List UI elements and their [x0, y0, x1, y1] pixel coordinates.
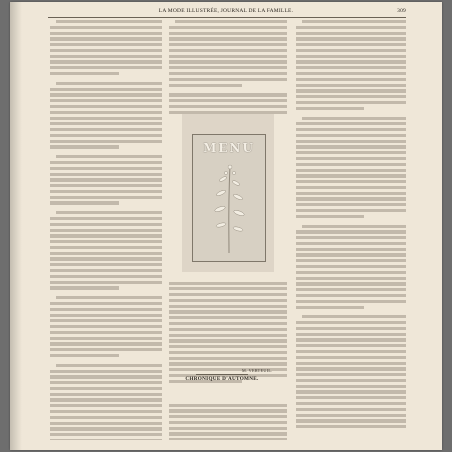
body-text-line — [296, 373, 406, 376]
body-text-line — [50, 196, 162, 199]
body-text-line — [50, 337, 162, 340]
body-text-line — [296, 66, 406, 69]
body-text-line — [296, 203, 406, 206]
body-text-line — [50, 88, 162, 91]
body-text-line — [50, 325, 162, 328]
body-text-line — [50, 342, 162, 345]
body-text-line — [296, 107, 364, 110]
body-text-line — [169, 60, 287, 63]
body-text-line — [296, 163, 406, 166]
body-text-line — [296, 140, 406, 143]
body-text-line — [169, 432, 287, 435]
body-text-line — [296, 402, 406, 405]
body-text-line — [296, 379, 406, 382]
body-text-line — [296, 390, 406, 393]
body-text-line — [50, 246, 162, 249]
body-text-line — [50, 217, 162, 220]
body-text-line — [50, 111, 162, 114]
body-text-line — [296, 294, 406, 297]
body-text-line — [50, 240, 162, 243]
body-text-line — [296, 209, 406, 212]
body-text-line — [296, 55, 406, 58]
body-text-line — [50, 375, 162, 378]
body-text-line — [296, 43, 406, 46]
body-text-line — [50, 275, 162, 278]
body-text-line — [169, 316, 287, 319]
body-text-line — [50, 93, 162, 96]
body-text-line — [50, 439, 162, 440]
body-text-line — [296, 236, 406, 239]
body-text-line — [169, 105, 287, 108]
body-text-line — [50, 229, 162, 232]
body-text-line — [169, 293, 287, 296]
body-text-line — [169, 334, 287, 337]
body-text-line — [50, 201, 119, 204]
body-text-line — [169, 66, 287, 69]
body-text-line — [296, 282, 406, 285]
body-text-line — [50, 145, 119, 148]
body-text-line — [50, 60, 162, 63]
body-text-line — [296, 95, 406, 98]
body-text-line — [50, 433, 162, 436]
body-text-line — [50, 348, 162, 351]
body-text-line — [50, 37, 162, 40]
body-text-line — [296, 197, 406, 200]
body-text-line — [169, 322, 287, 325]
body-text-line — [169, 49, 287, 52]
body-text-line — [296, 89, 406, 92]
body-text-line — [50, 140, 162, 143]
body-text-line — [50, 314, 162, 317]
body-text-line — [169, 427, 287, 430]
body-text-line — [169, 421, 287, 424]
section-title: CHRONIQUE D'AUTOMNE. — [185, 376, 259, 382]
body-text-line — [169, 93, 287, 96]
body-text-line — [56, 20, 162, 23]
body-text-line — [169, 32, 287, 35]
body-text-line — [296, 72, 406, 75]
body-text-line — [296, 186, 406, 189]
body-text-line — [296, 151, 406, 154]
body-text-line — [169, 351, 287, 354]
body-text-line — [296, 180, 406, 183]
text-column-right — [296, 20, 406, 440]
body-text-line — [169, 357, 287, 360]
body-text-line — [50, 161, 162, 164]
body-text-line — [296, 425, 406, 428]
page-number: 309 — [397, 8, 406, 14]
body-text-line — [56, 155, 162, 158]
body-text-line — [50, 393, 162, 396]
body-text-line — [50, 117, 162, 120]
body-text-line — [296, 321, 406, 324]
body-text-line — [50, 269, 162, 272]
body-text-line — [50, 99, 162, 102]
body-text-line — [50, 190, 162, 193]
page-fold-shadow — [10, 2, 22, 450]
body-text-line — [296, 174, 406, 177]
body-text-line — [296, 192, 406, 195]
section-divider — [196, 374, 248, 375]
body-text-line — [169, 78, 287, 81]
body-text-line — [296, 333, 406, 336]
header-rule — [48, 17, 406, 18]
body-text-line — [296, 78, 406, 81]
body-text-line — [169, 72, 287, 75]
body-text-line — [296, 84, 406, 87]
body-text-line — [50, 122, 162, 125]
body-text-line — [169, 287, 287, 290]
body-text-line — [169, 339, 287, 342]
body-text-line — [169, 282, 287, 285]
body-text-line — [169, 99, 287, 102]
body-text-line — [50, 43, 162, 46]
body-text-line — [50, 128, 162, 131]
menu-heading: MENU — [203, 141, 255, 155]
body-text-line — [50, 416, 162, 419]
body-text-line — [169, 415, 287, 418]
body-text-line — [296, 145, 406, 148]
body-text-line — [50, 66, 162, 69]
body-text-line — [50, 167, 162, 170]
body-text-line — [169, 345, 287, 348]
journal-title: LA MODE ILLUSTRÉE, JOURNAL DE LA FAMILLE. — [158, 8, 294, 14]
body-text-line — [50, 308, 162, 311]
body-text-line — [296, 414, 406, 417]
body-text-line — [296, 356, 406, 359]
body-text-line — [296, 327, 406, 330]
body-text-line — [296, 396, 406, 399]
body-text-line — [296, 265, 406, 268]
body-text-line — [296, 350, 406, 353]
body-text-line — [169, 404, 287, 407]
body-text-line — [50, 302, 162, 305]
body-text-line — [50, 173, 162, 176]
body-text-line — [296, 60, 406, 63]
body-text-line — [296, 385, 406, 388]
body-text-line — [50, 263, 162, 266]
body-text-line — [50, 134, 162, 137]
body-text-line — [296, 157, 406, 160]
text-column-left — [50, 20, 162, 440]
body-text-line — [50, 422, 162, 425]
body-text-line — [175, 20, 287, 23]
body-text-line — [296, 242, 406, 245]
body-text-line — [296, 169, 406, 172]
body-text-line — [296, 300, 406, 303]
body-text-line — [169, 43, 287, 46]
body-text-line — [296, 37, 406, 40]
author-signature: M. VERTEUIL. — [242, 368, 273, 373]
body-text-line — [56, 364, 162, 367]
body-text-line — [50, 370, 162, 373]
body-text-line — [50, 223, 162, 226]
body-text-line — [50, 354, 119, 357]
body-text-line — [296, 26, 406, 29]
body-text-line — [50, 184, 162, 187]
body-text-line — [169, 328, 287, 331]
body-text-line — [296, 128, 406, 131]
body-text-line — [302, 315, 406, 318]
body-text-line — [50, 381, 162, 384]
body-text-line — [50, 281, 162, 284]
body-text-line — [56, 296, 162, 299]
menu-card-illustration — [192, 134, 266, 262]
body-text-line — [50, 49, 162, 52]
newspaper-page — [10, 2, 442, 450]
body-text-line — [50, 257, 162, 260]
body-text-line — [50, 252, 162, 255]
body-text-line — [296, 32, 406, 35]
body-text-line — [50, 387, 162, 390]
body-text-line — [296, 367, 406, 370]
body-text-line — [296, 419, 406, 422]
body-text-line — [302, 20, 406, 23]
body-text-line — [296, 101, 406, 104]
body-text-line — [296, 306, 364, 309]
body-text-line — [296, 362, 406, 365]
body-text-line — [296, 408, 406, 411]
body-text-line — [296, 134, 406, 137]
body-text-line — [50, 26, 162, 29]
body-text-line — [50, 404, 162, 407]
body-text-line — [50, 234, 162, 237]
body-text-line — [50, 427, 162, 430]
body-text-line — [296, 49, 406, 52]
body-text-line — [169, 84, 242, 87]
body-text-line — [169, 299, 287, 302]
body-text-line — [50, 331, 162, 334]
body-text-line — [56, 82, 162, 85]
body-text-line — [169, 310, 287, 313]
body-text-line — [56, 211, 162, 214]
body-text-line — [50, 32, 162, 35]
body-text-line — [296, 271, 406, 274]
body-text-line — [169, 438, 287, 440]
body-text-line — [50, 72, 119, 75]
body-text-line — [296, 253, 406, 256]
body-text-line — [296, 277, 406, 280]
body-text-line — [296, 248, 406, 251]
body-text-line — [296, 288, 406, 291]
body-text-line — [169, 55, 287, 58]
body-text-line — [296, 230, 406, 233]
body-text-line — [296, 215, 364, 218]
body-text-line — [50, 105, 162, 108]
body-text-line — [169, 305, 287, 308]
body-text-line — [50, 286, 119, 289]
body-text-line — [50, 319, 162, 322]
body-text-line — [302, 117, 406, 120]
body-text-line — [50, 410, 162, 413]
body-text-line — [50, 398, 162, 401]
body-text-line — [169, 26, 287, 29]
body-text-line — [296, 259, 406, 262]
body-text-line — [302, 225, 406, 228]
body-text-line — [169, 37, 287, 40]
body-text-line — [50, 55, 162, 58]
body-text-line — [50, 178, 162, 181]
body-text-line — [169, 362, 287, 365]
body-text-line — [169, 409, 287, 412]
body-text-line — [296, 338, 406, 341]
section-break — [169, 386, 287, 404]
body-text-line — [296, 344, 406, 347]
body-text-line — [296, 122, 406, 125]
